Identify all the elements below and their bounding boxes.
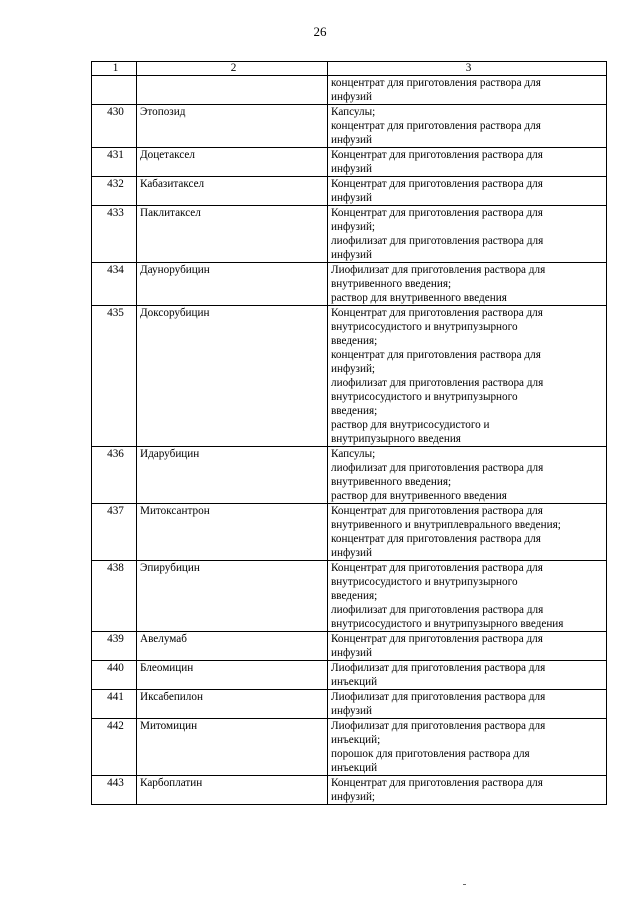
drug-name: Паклитаксел <box>137 206 328 263</box>
table-row <box>92 690 607 719</box>
dosage-form-line: Концентрат для приготовления раствора для <box>331 207 543 219</box>
table-row <box>92 719 607 776</box>
dosage-form-line: лиофилизат для приготовления раствора для <box>331 604 544 616</box>
dosage-form-line: инфузий; <box>331 363 376 375</box>
row-number: 434 <box>92 263 137 306</box>
dosage-form-line: инфузий <box>331 192 372 204</box>
table-row <box>92 632 607 661</box>
dosage-form-line: внутрисосудистого и внутрипузырного <box>331 576 518 588</box>
dosage-form-line: Лиофилизат для приготовления раствора для <box>331 662 546 674</box>
dosage-form-cell <box>328 719 607 776</box>
drug-name: Карбоплатин <box>137 776 328 805</box>
dosage-form-line: раствор для внутрисосудистого и <box>331 419 490 431</box>
dosage-form-cell <box>328 148 607 177</box>
dosage-form-line: Концентрат для приготовления раствора для <box>331 777 543 789</box>
row-number: 437 <box>92 504 137 561</box>
row-number: 432 <box>92 177 137 206</box>
dosage-form-cell <box>328 447 607 504</box>
table-row <box>92 504 607 561</box>
dosage-form-line: Концентрат для приготовления раствора для <box>331 149 543 161</box>
dosage-form-line: Лиофилизат для приготовления раствора для <box>331 720 546 732</box>
dosage-form-line: лиофилизат для приготовления раствора для <box>331 462 544 474</box>
page-number: 26 <box>313 24 327 39</box>
row-number: 436 <box>92 447 137 504</box>
dosage-form-line: введения; <box>331 590 378 602</box>
dosage-form-cell <box>328 105 607 148</box>
row-number: 438 <box>92 561 137 632</box>
dosage-form-line: инфузий; <box>331 791 376 803</box>
dosage-form-line: инфузий <box>331 647 372 659</box>
drug-name: Митомицин <box>137 719 328 776</box>
drug-name: Митоксантрон <box>137 504 328 561</box>
dosage-form-cell <box>328 661 607 690</box>
table-row <box>92 561 607 632</box>
table-row <box>92 105 607 148</box>
dosage-form-line: Капсулы; <box>331 448 376 460</box>
row-number: 443 <box>92 776 137 805</box>
dosage-form-line: инфузий <box>331 163 372 175</box>
dosage-form-line: внутрисосудистого и внутрипузырного введения <box>331 618 564 630</box>
dosage-form-line: инфузий <box>331 547 372 559</box>
dosage-form-line: лиофилизат для приготовления раствора для <box>331 235 544 247</box>
dosage-form-line: инфузий <box>331 705 372 717</box>
dosage-form-line: Концентрат для приготовления раствора для <box>331 633 543 645</box>
dosage-form-cell <box>328 206 607 263</box>
drug-name: Даунорубицин <box>137 263 328 306</box>
dosage-form-line: Капсулы; <box>331 106 376 118</box>
dosage-form-cell <box>328 76 607 105</box>
dosage-form-line: введения; <box>331 405 378 417</box>
dosage-form-line: внутривенного и внутриплеврального введения; <box>331 519 561 531</box>
dosage-form-line: порошок для приготовления раствора для <box>331 748 530 760</box>
table-row <box>92 148 607 177</box>
dosage-form-line: Концентрат для приготовления раствора для <box>331 307 543 319</box>
table-row <box>92 661 607 690</box>
drug-name: Иксабепилон <box>137 690 328 719</box>
dosage-form-line: Концентрат для приготовления раствора для <box>331 178 543 190</box>
table-row <box>92 177 607 206</box>
drug-name: Кабазитаксел <box>137 177 328 206</box>
column-header-number: 1 <box>92 62 137 76</box>
drug-name: Этопозид <box>137 105 328 148</box>
dosage-form-line: инфузий; <box>331 221 376 233</box>
table-header-row <box>92 62 607 76</box>
column-header-form: 3 <box>328 62 607 76</box>
dosage-form-line: Лиофилизат для приготовления раствора для <box>331 691 546 703</box>
dosage-form-cell <box>328 561 607 632</box>
column-header-name: 2 <box>137 62 328 76</box>
dosage-form-line: концентрат для приготовления раствора для <box>331 120 541 132</box>
row-number <box>92 76 137 105</box>
table-row <box>92 76 607 105</box>
dosage-form-line: внутрисосудистого и внутрипузырного <box>331 391 518 403</box>
table-row <box>92 306 607 447</box>
drug-name: Авелумаб <box>137 632 328 661</box>
dosage-form-cell <box>328 632 607 661</box>
drug-name <box>137 76 328 105</box>
dosage-form-cell <box>328 690 607 719</box>
row-number: 435 <box>92 306 137 447</box>
dosage-form-cell <box>328 504 607 561</box>
row-number: 431 <box>92 148 137 177</box>
table-body <box>92 76 607 805</box>
dosage-form-line: лиофилизат для приготовления раствора для <box>331 377 544 389</box>
dosage-form-line: Концентрат для приготовления раствора для <box>331 562 543 574</box>
dosage-form-line: инфузий <box>331 249 372 261</box>
row-number: 441 <box>92 690 137 719</box>
row-number: 430 <box>92 105 137 148</box>
dosage-form-line: инфузий <box>331 134 372 146</box>
dosage-form-line: инъекций <box>331 762 378 774</box>
row-number: 442 <box>92 719 137 776</box>
table-row <box>92 206 607 263</box>
dosage-form-line: внутрипузырного введения <box>331 433 461 445</box>
table-row <box>92 263 607 306</box>
drug-name: Доксорубицин <box>137 306 328 447</box>
drug-name: Идарубицин <box>137 447 328 504</box>
scan-mark <box>463 884 466 885</box>
dosage-form-line: внутривенного введения; <box>331 278 452 290</box>
dosage-form-cell <box>328 263 607 306</box>
dosage-form-line: концентрат для приготовления раствора для <box>331 349 541 361</box>
dosage-form-line: Концентрат для приготовления раствора для <box>331 505 543 517</box>
dosage-form-line: внутрисосудистого и внутрипузырного <box>331 321 518 333</box>
row-number: 433 <box>92 206 137 263</box>
table-row <box>92 447 607 504</box>
dosage-form-cell <box>328 776 607 805</box>
dosage-form-line: концентрат для приготовления раствора для <box>331 533 541 545</box>
drug-table <box>91 61 607 805</box>
dosage-form-line: инъекций <box>331 676 378 688</box>
dosage-form-line: внутривенного введения; <box>331 476 452 488</box>
dosage-form-line: введения; <box>331 335 378 347</box>
row-number: 439 <box>92 632 137 661</box>
dosage-form-cell <box>328 306 607 447</box>
dosage-form-line: концентрат для приготовления раствора для <box>331 77 541 89</box>
dosage-form-line: Лиофилизат для приготовления раствора для <box>331 264 546 276</box>
dosage-form-line: инфузий <box>331 91 372 103</box>
drug-name: Эпирубицин <box>137 561 328 632</box>
drug-name: Доцетаксел <box>137 148 328 177</box>
table-row <box>92 776 607 805</box>
dosage-form-line: раствор для внутривенного введения <box>331 292 507 304</box>
dosage-form-line: инъекций; <box>331 734 381 746</box>
dosage-form-line: раствор для внутривенного введения <box>331 490 507 502</box>
row-number: 440 <box>92 661 137 690</box>
drug-name: Блеомицин <box>137 661 328 690</box>
dosage-form-cell <box>328 177 607 206</box>
